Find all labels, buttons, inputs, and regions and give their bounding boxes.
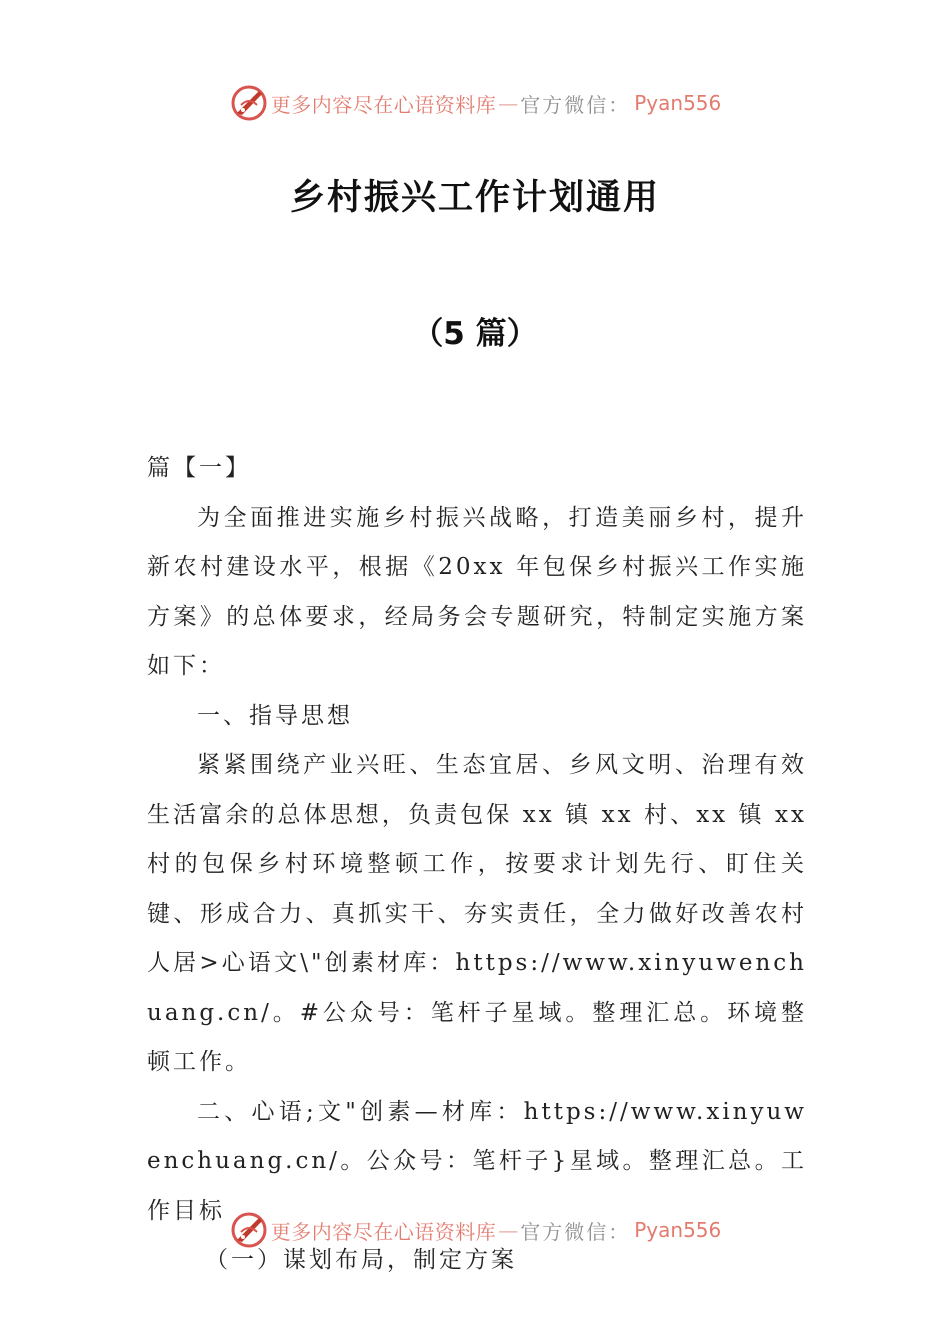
wechat-id: Pyan556 xyxy=(634,1218,722,1242)
document-body xyxy=(147,444,807,1286)
document-subtitle: （5 篇） xyxy=(412,316,538,352)
wechat-label: 官方微信： xyxy=(520,1219,631,1244)
paragraph-guiding-thought: 紧紧围绕产业兴旺、生态宜居、乡风文明、治理有效生活富余的总体思想，负责包保 xx 镇 xx 村、xx 镇 xx 村的包保乡村环境整顿工作，按要求计划先行、盯住关键、形成合力、真抓实干、夯实责任，全力做好改善农村人居>心语文\"创素材库：https://www.xinyuwenchuang.cn/。#公众号：笔杆子星域。整理汇总。环境整顿工作。 xyxy=(147,752,807,1075)
quill-logo-icon xyxy=(229,1210,269,1250)
brand-separator: — xyxy=(498,91,519,115)
quill-logo-icon xyxy=(229,83,269,123)
section-heading: 篇【一】 xyxy=(147,455,251,481)
header-watermark xyxy=(0,78,950,128)
heading-work-goals: 二、心语;文"创素—材库：https://www.xinyuwenchuang.cn/。公众号：笔杆子}星域。整理汇总。工作目标 xyxy=(147,1098,807,1224)
subheading-planning: （一）谋划布局，制定方案 xyxy=(205,1247,517,1273)
heading-guiding-thought: 一、指导思想 xyxy=(197,702,353,729)
document-title: 乡村振兴工作计划通用 xyxy=(289,178,660,218)
brand-separator: — xyxy=(498,1218,519,1242)
wechat-label: 官方微信： xyxy=(520,92,631,117)
paragraph-intro: 为全面推进实施乡村振兴战略，打造美丽乡村，提升新农村建设水平，根据《20xx 年包保乡村振兴工作实施方案》的总体要求，经局务会专题研究，特制定实施方案如下： xyxy=(147,504,807,679)
wechat-id: Pyan556 xyxy=(634,91,722,115)
footer-watermark xyxy=(0,1205,950,1255)
brand-text: 更多内容尽在心语资料库 xyxy=(270,1219,497,1244)
brand-text: 更多内容尽在心语资料库 xyxy=(270,92,497,117)
